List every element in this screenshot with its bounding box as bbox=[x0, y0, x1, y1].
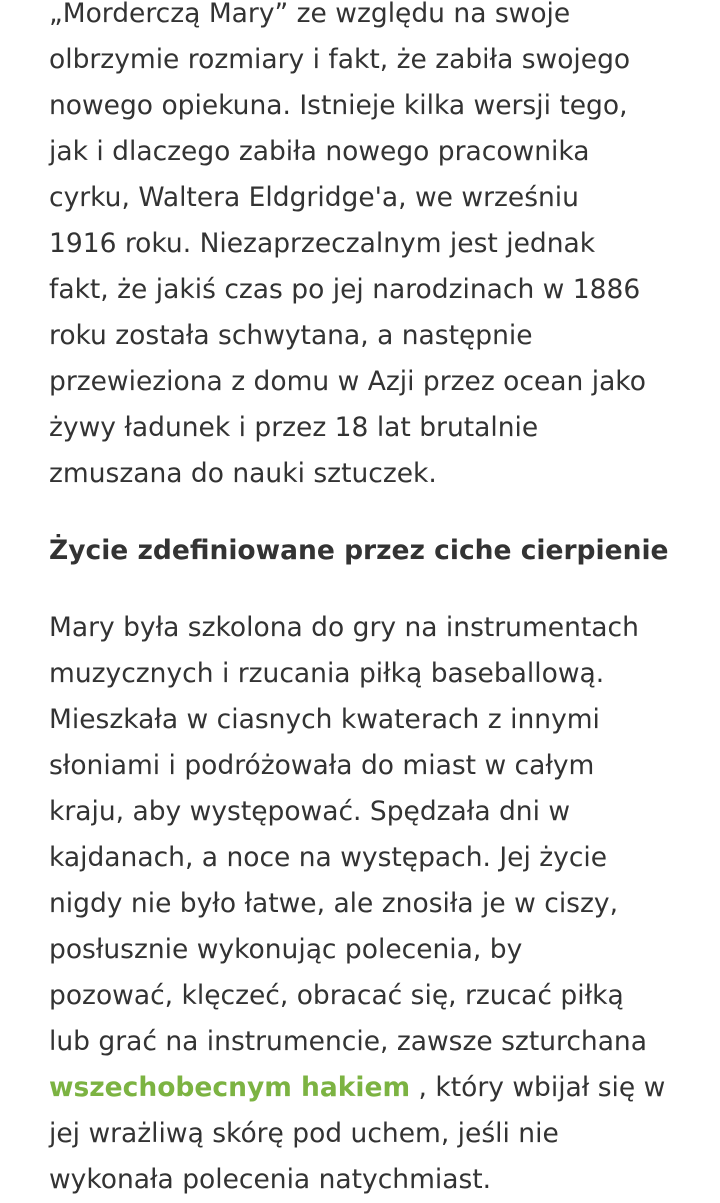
text-line: żywy ładunek i przez 18 lat brutalnie bbox=[49, 412, 539, 443]
paragraph-1 bbox=[49, 0, 689, 497]
text-line: fakt, że jakiś czas po jej narodzinach w 1886 bbox=[49, 274, 641, 305]
link-suffix-text: , który wbijał się w bbox=[410, 1072, 666, 1103]
text-line: cyrku, Waltera Eldgridge'a, we wrześniu bbox=[49, 182, 579, 213]
text-line: Mieszkała w ciasnych kwaterach z innymi bbox=[49, 704, 600, 735]
paragraph-2 bbox=[49, 605, 689, 1203]
text-line: jak i dlaczego zabiła nowego pracownika bbox=[49, 136, 590, 167]
text-line: „Morderczą Mary” ze względu na swoje bbox=[49, 0, 571, 29]
text-line: 1916 roku. Niezaprzeczalnym jest jednak bbox=[49, 228, 596, 259]
text-line: roku została schwytana, a następnie bbox=[49, 320, 533, 351]
article-body bbox=[49, 0, 689, 1203]
text-line: nigdy nie było łatwe, ale znosiła je w ciszy, bbox=[49, 888, 618, 919]
text-line: przewieziona z domu w Azji przez ocean jako bbox=[49, 366, 646, 397]
text-line: pozować, klęczeć, obracać się, rzucać piłką bbox=[49, 980, 624, 1011]
text-line-with-link bbox=[49, 1065, 689, 1111]
text-line: posłusznie wykonując polecenia, by bbox=[49, 934, 523, 965]
text-line: lub grać na instrumencie, zawsze szturchana bbox=[49, 1026, 647, 1057]
text-line: słoniami i podróżowała do miast w całym bbox=[49, 750, 595, 781]
text-line: kraju, aby występować. Spędzała dni w bbox=[49, 796, 571, 827]
text-line: jej wrażliwą skórę pod uchem, jeśli nie bbox=[49, 1118, 559, 1149]
text-line: kajdanach, a noce na występach. Jej życie bbox=[49, 842, 608, 873]
section-heading: Życie zdefiniowane przez ciche cierpienie bbox=[49, 535, 669, 566]
text-line: muzycznych i rzucania piłką baseballową. bbox=[49, 658, 605, 689]
text-line: zmuszana do nauki sztuczek. bbox=[49, 458, 437, 489]
text-line: wykonała polecenia natychmiast. bbox=[49, 1164, 492, 1195]
hook-link[interactable]: wszechobecnym hakiem bbox=[49, 1072, 411, 1103]
text-line: Mary była szkolona do gry na instrumentach bbox=[49, 612, 639, 643]
text-line: olbrzymie rozmiary i fakt, że zabiła swojego bbox=[49, 44, 631, 75]
text-line: nowego opiekuna. Istnieje kilka wersji tego, bbox=[49, 90, 628, 121]
